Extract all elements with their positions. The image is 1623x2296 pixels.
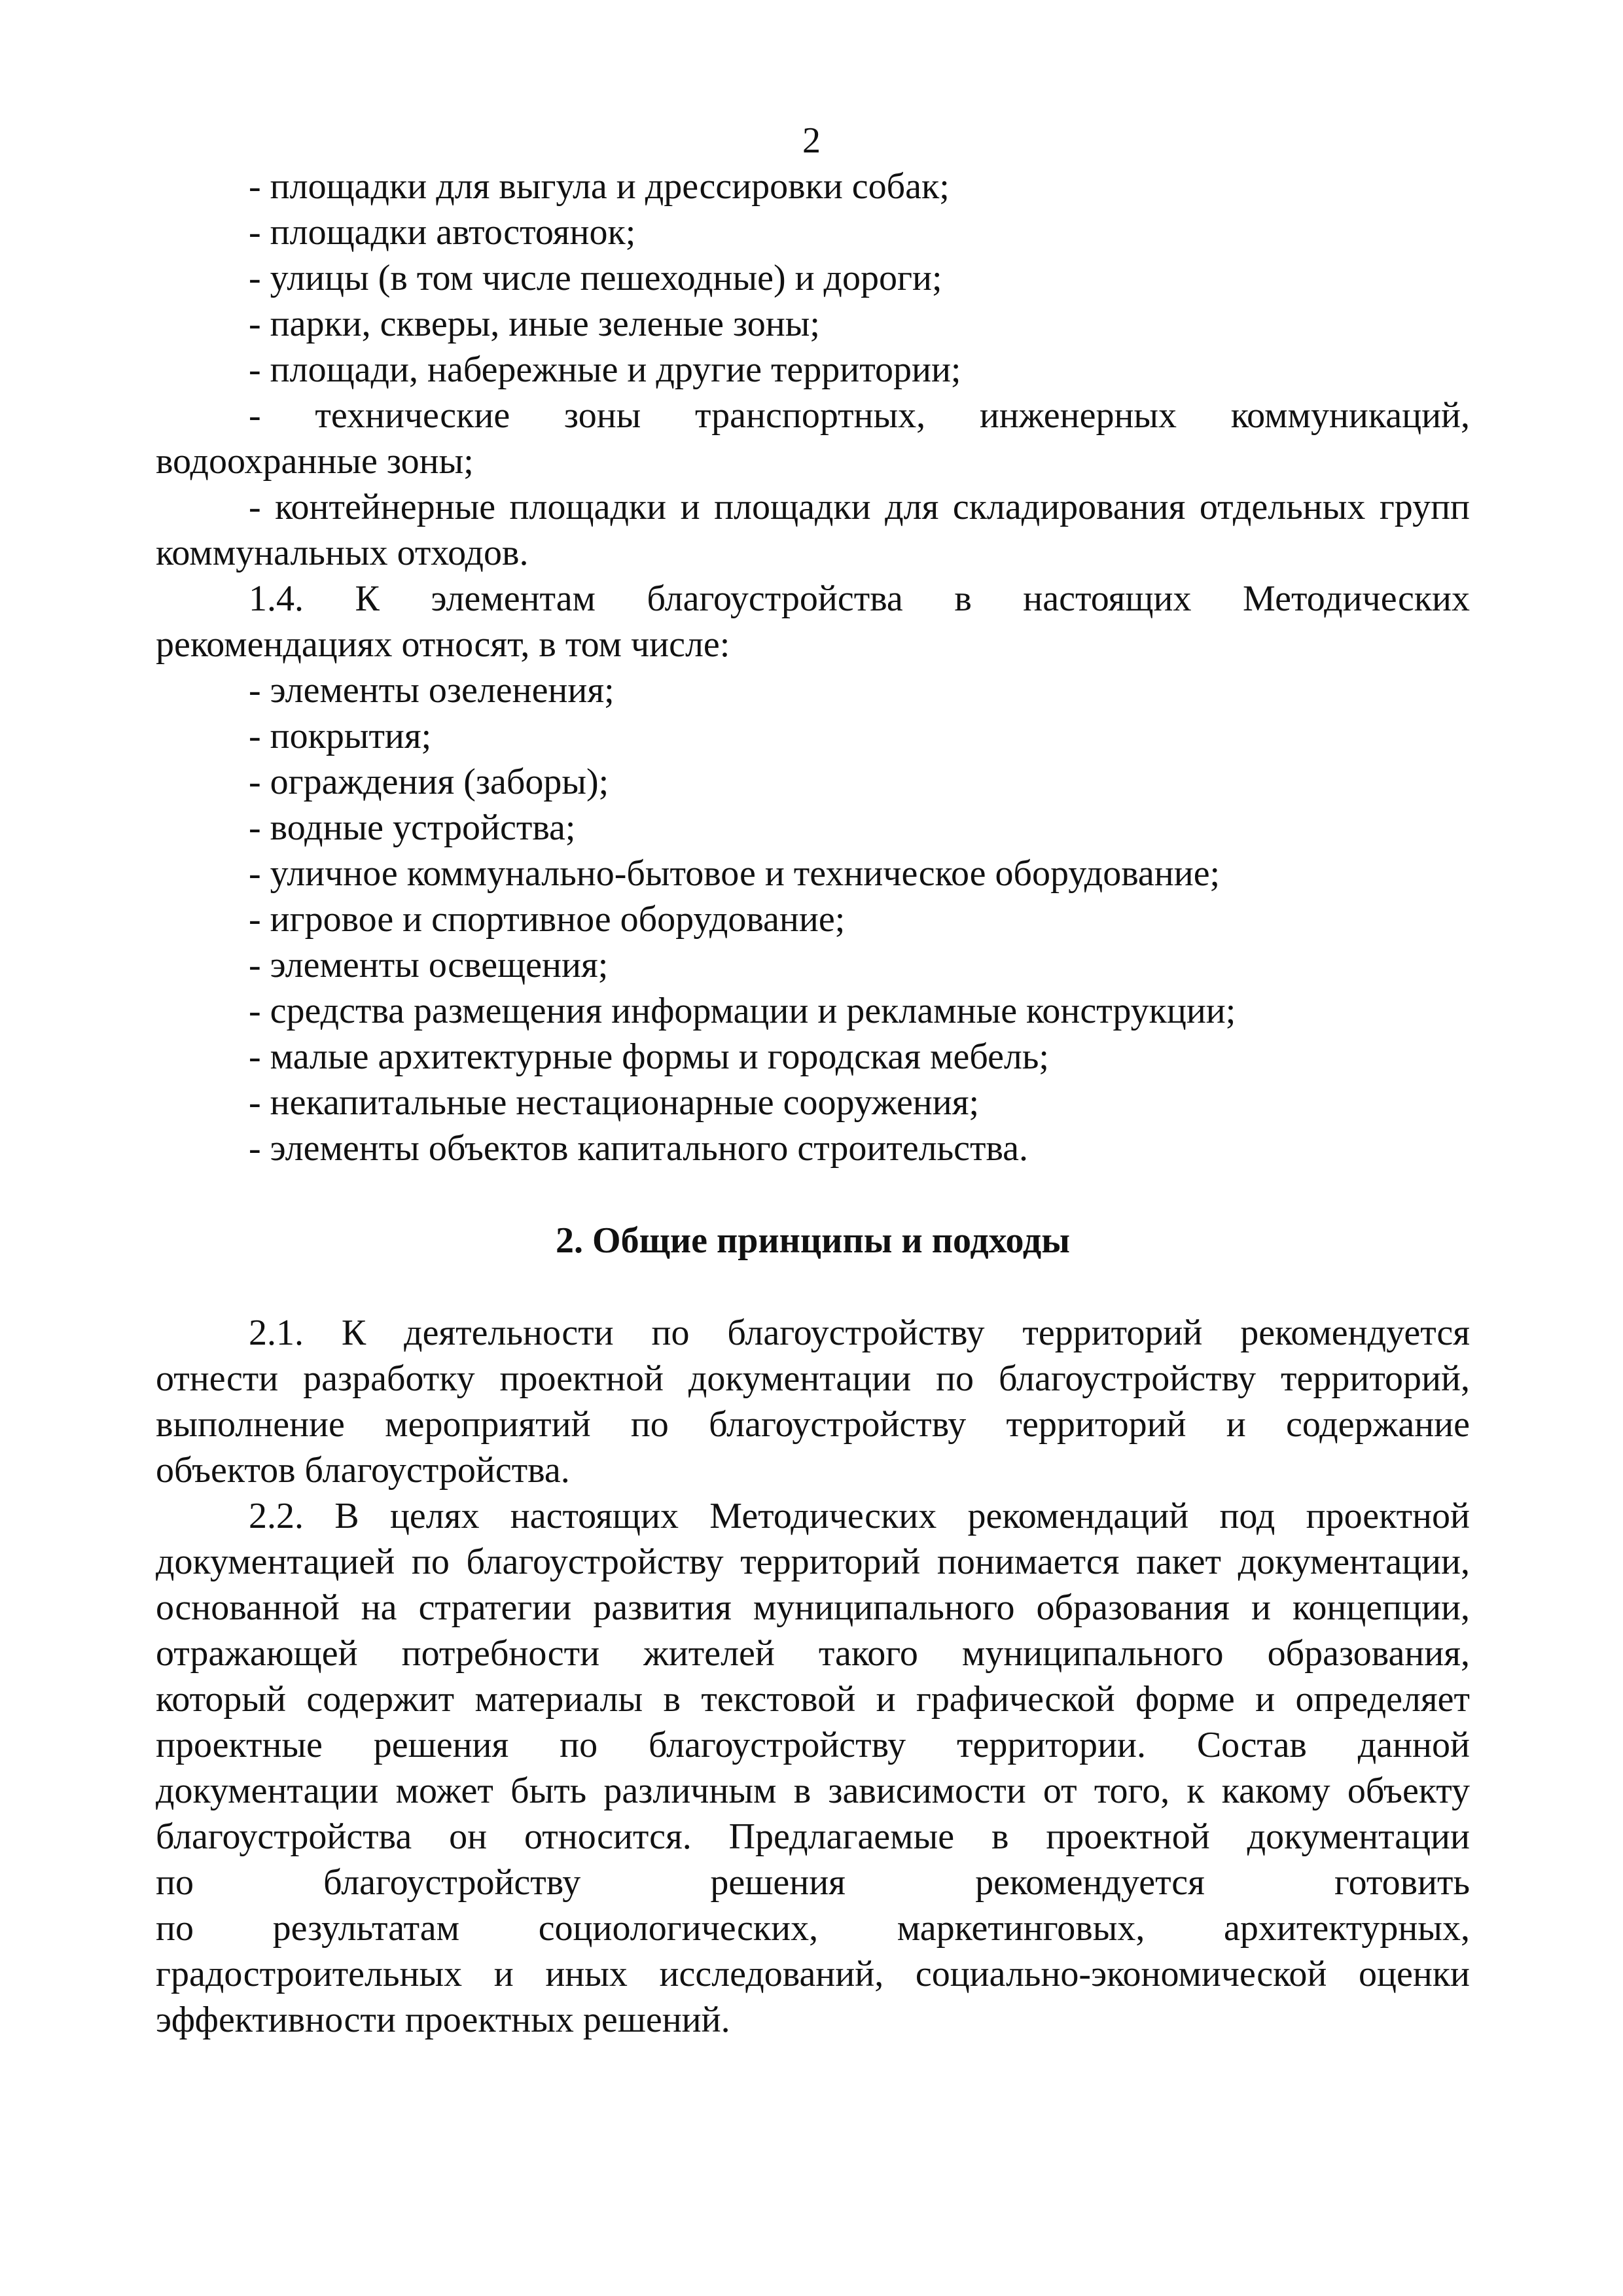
paragraph-2-1-line: 2.1. К деятельности по благоустройству территорий рекомендуется bbox=[249, 1313, 1470, 1353]
paragraph-2-2-line: отражающей потребности жителей такого муниципального образования, bbox=[156, 1633, 1470, 1674]
list-item: - элементы озеленения; bbox=[249, 670, 615, 711]
page-number: 2 bbox=[802, 120, 821, 161]
list-item: - уличное коммунально-бытовое и техническое оборудование; bbox=[249, 853, 1221, 894]
paragraph-1-4-line2: рекомендациях относят, в том числе: bbox=[156, 624, 730, 665]
paragraph-2-2-line: который содержит материалы в текстовой и графической форме и определяет bbox=[156, 1679, 1470, 1720]
list-item-technical-zones-line1: - технические зоны транспортных, инженерных коммуникаций, bbox=[249, 395, 1470, 436]
list-item: - элементы освещения; bbox=[249, 945, 609, 985]
paragraph-2-2-line: основанной на стратегии развития муниципального образования и концепции, bbox=[156, 1587, 1470, 1628]
paragraph-2-2-line: проектные решения по благоустройству территории. Состав данной bbox=[156, 1725, 1470, 1765]
paragraph-2-2-line: по благоустройству решения рекомендуется готовить bbox=[156, 1862, 1470, 1903]
list-item: - средства размещения информации и рекламные конструкции; bbox=[249, 991, 1236, 1031]
list-item: - площадки для выгула и дрессировки собак; bbox=[249, 166, 950, 207]
list-item: - площади, набережные и другие территории; bbox=[249, 349, 961, 390]
paragraph-2-1-line: выполнение мероприятий по благоустройству территорий и содержание bbox=[156, 1404, 1470, 1445]
list-item: - парки, скверы, иные зеленые зоны; bbox=[249, 304, 820, 344]
list-item: - площадки автостоянок; bbox=[249, 212, 636, 253]
paragraph-2-2-line: градостроительных и иных исследований, социально-экономической оценки bbox=[156, 1954, 1470, 1994]
paragraph-2-2-line: 2.2. В целях настоящих Методических рекомендаций под проектной bbox=[249, 1496, 1470, 1536]
list-item: - улицы (в том числе пешеходные) и дороги; bbox=[249, 258, 942, 298]
list-item: - ограждения (заборы); bbox=[249, 762, 609, 802]
paragraph-2-2-line: эффективности проектных решений. bbox=[156, 2000, 730, 2040]
paragraph-1-4-line1: 1.4. К элементам благоустройства в настоящих Методических bbox=[249, 578, 1470, 619]
list-item: - покрытия; bbox=[249, 716, 432, 756]
paragraph-2-2-line: по результатам социологических, маркетинговых, архитектурных, bbox=[156, 1908, 1470, 1949]
section-heading: 2. Общие принципы и подходы bbox=[556, 1220, 1070, 1261]
list-item-containers-line2: коммунальных отходов. bbox=[156, 533, 529, 573]
document-body bbox=[156, 164, 1470, 2043]
list-item-technical-zones-line2: водоохранные зоны; bbox=[156, 441, 474, 482]
list-item: - игровое и спортивное оборудование; bbox=[249, 899, 846, 940]
list-item-containers-line1: - контейнерные площадки и площадки для складирования отдельных групп bbox=[249, 487, 1470, 527]
paragraph-2-2-line: документацией по благоустройству территорий понимается пакет документации, bbox=[156, 1542, 1470, 1582]
list-item: - малые архитектурные формы и городская мебель; bbox=[249, 1036, 1049, 1077]
paragraph-2-1-line: объектов благоустройства. bbox=[156, 1450, 570, 1491]
list-item: - элементы объектов капитального строительства. bbox=[249, 1128, 1029, 1169]
list-item: - водные устройства; bbox=[249, 807, 576, 848]
paragraph-2-2-line: документации может быть различным в зависимости от того, к какому объекту bbox=[156, 1771, 1470, 1811]
list-item: - некапитальные нестационарные сооружения; bbox=[249, 1082, 980, 1123]
paragraph-2-1-line: отнести разработку проектной документации по благоустройству территорий, bbox=[156, 1358, 1470, 1399]
paragraph-2-2-line: благоустройства он относится. Предлагаемые в проектной документации bbox=[156, 1816, 1470, 1857]
